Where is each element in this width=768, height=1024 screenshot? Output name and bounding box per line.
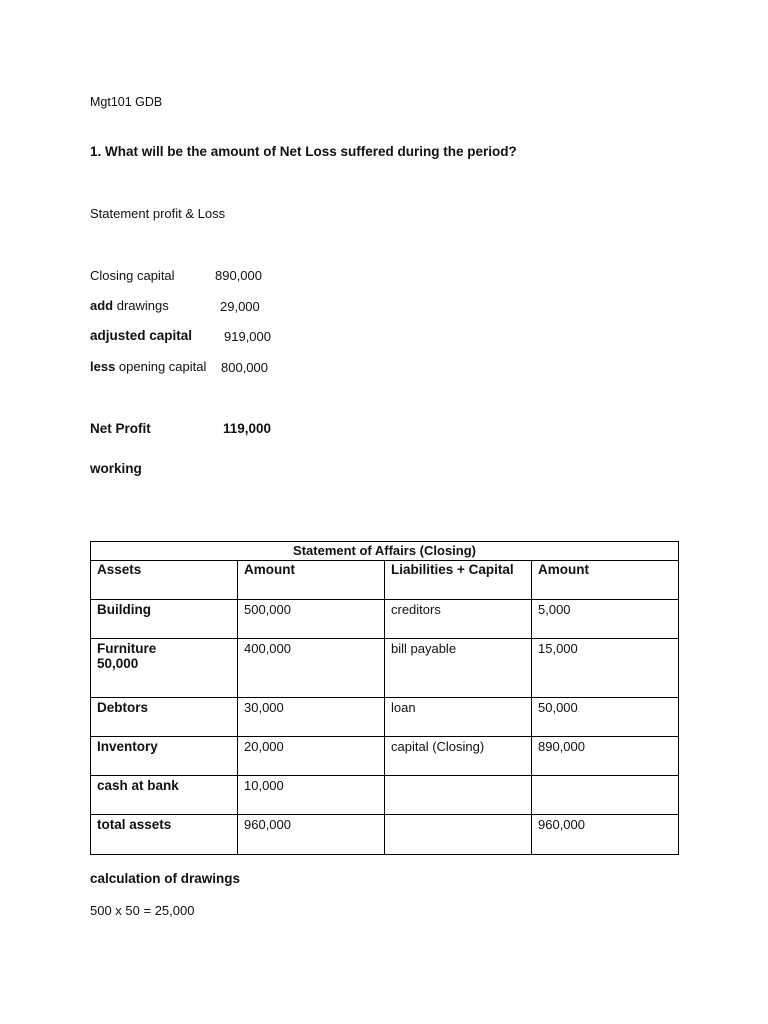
drawings-value: 29,000 <box>220 299 260 314</box>
liability-amount <box>532 776 679 815</box>
table-row <box>91 639 679 698</box>
net-profit-value: 119,000 <box>223 421 272 436</box>
header-asset-amount: Amount <box>238 561 385 600</box>
asset-name: cash at bank <box>91 776 238 815</box>
total-liabilities-amount: 960,000 <box>532 815 679 855</box>
table-header-row <box>91 561 679 600</box>
header-assets: Assets <box>91 561 238 600</box>
closing-capital-label: Closing capital <box>90 268 175 283</box>
total-assets-label: total assets <box>91 815 238 855</box>
asset-amount: 30,000 <box>238 698 385 737</box>
asset-amount: 400,000 <box>238 639 385 698</box>
header-liabilities-capital: Liabilities + Capital <box>385 561 532 600</box>
table-row <box>91 737 679 776</box>
liability-amount: 50,000 <box>532 698 679 737</box>
add-drawings-line <box>90 298 169 313</box>
table-row <box>91 600 679 639</box>
asset-name: Inventory <box>91 737 238 776</box>
asset-amount: 10,000 <box>238 776 385 815</box>
liability-name <box>385 815 532 855</box>
drawings-calculation-title: calculation of drawings <box>90 871 241 886</box>
opening-capital-value: 800,000 <box>221 360 268 375</box>
header-liability-amount: Amount <box>532 561 679 600</box>
working-label: working <box>90 461 142 476</box>
asset-name: Debtors <box>91 698 238 737</box>
table-row-total <box>91 815 679 855</box>
total-assets-amount: 960,000 <box>238 815 385 855</box>
adjusted-capital-label: adjusted capital <box>90 328 193 343</box>
add-keyword: add <box>90 298 114 313</box>
drawings-calculation-formula: 500 x 50 = 25,000 <box>90 903 195 918</box>
asset-sub-value: 50,000 <box>97 656 139 671</box>
asset-name: Furniture <box>97 641 157 656</box>
less-opening-capital-line <box>90 359 206 374</box>
opening-capital-label: opening capital <box>115 359 207 374</box>
table-caption: Statement of Affairs (Closing) <box>91 542 679 561</box>
closing-capital-value: 890,000 <box>215 268 262 283</box>
less-keyword: less <box>90 359 116 374</box>
section-title: Statement profit & Loss <box>90 206 226 221</box>
adjusted-capital-value: 919,000 <box>224 329 271 344</box>
asset-name-cell <box>91 639 238 698</box>
asset-name: Building <box>91 600 238 639</box>
liability-name: bill payable <box>385 639 532 698</box>
liability-name: creditors <box>385 600 532 639</box>
liability-amount: 5,000 <box>532 600 679 639</box>
asset-amount: 500,000 <box>238 600 385 639</box>
net-profit-label: Net Profit <box>90 421 151 436</box>
liability-name <box>385 776 532 815</box>
liability-name: loan <box>385 698 532 737</box>
liability-name: capital (Closing) <box>385 737 532 776</box>
table-row <box>91 776 679 815</box>
drawings-label: drawings <box>113 298 169 313</box>
statement-of-affairs-table <box>90 541 679 855</box>
table-row <box>91 698 679 737</box>
document-header: Mgt101 GDB <box>90 95 163 109</box>
question-text: 1. What will be the amount of Net Loss suffered during the period? <box>90 144 517 159</box>
asset-amount: 20,000 <box>238 737 385 776</box>
table-caption-row <box>91 542 679 561</box>
liability-amount: 15,000 <box>532 639 679 698</box>
liability-amount: 890,000 <box>532 737 679 776</box>
